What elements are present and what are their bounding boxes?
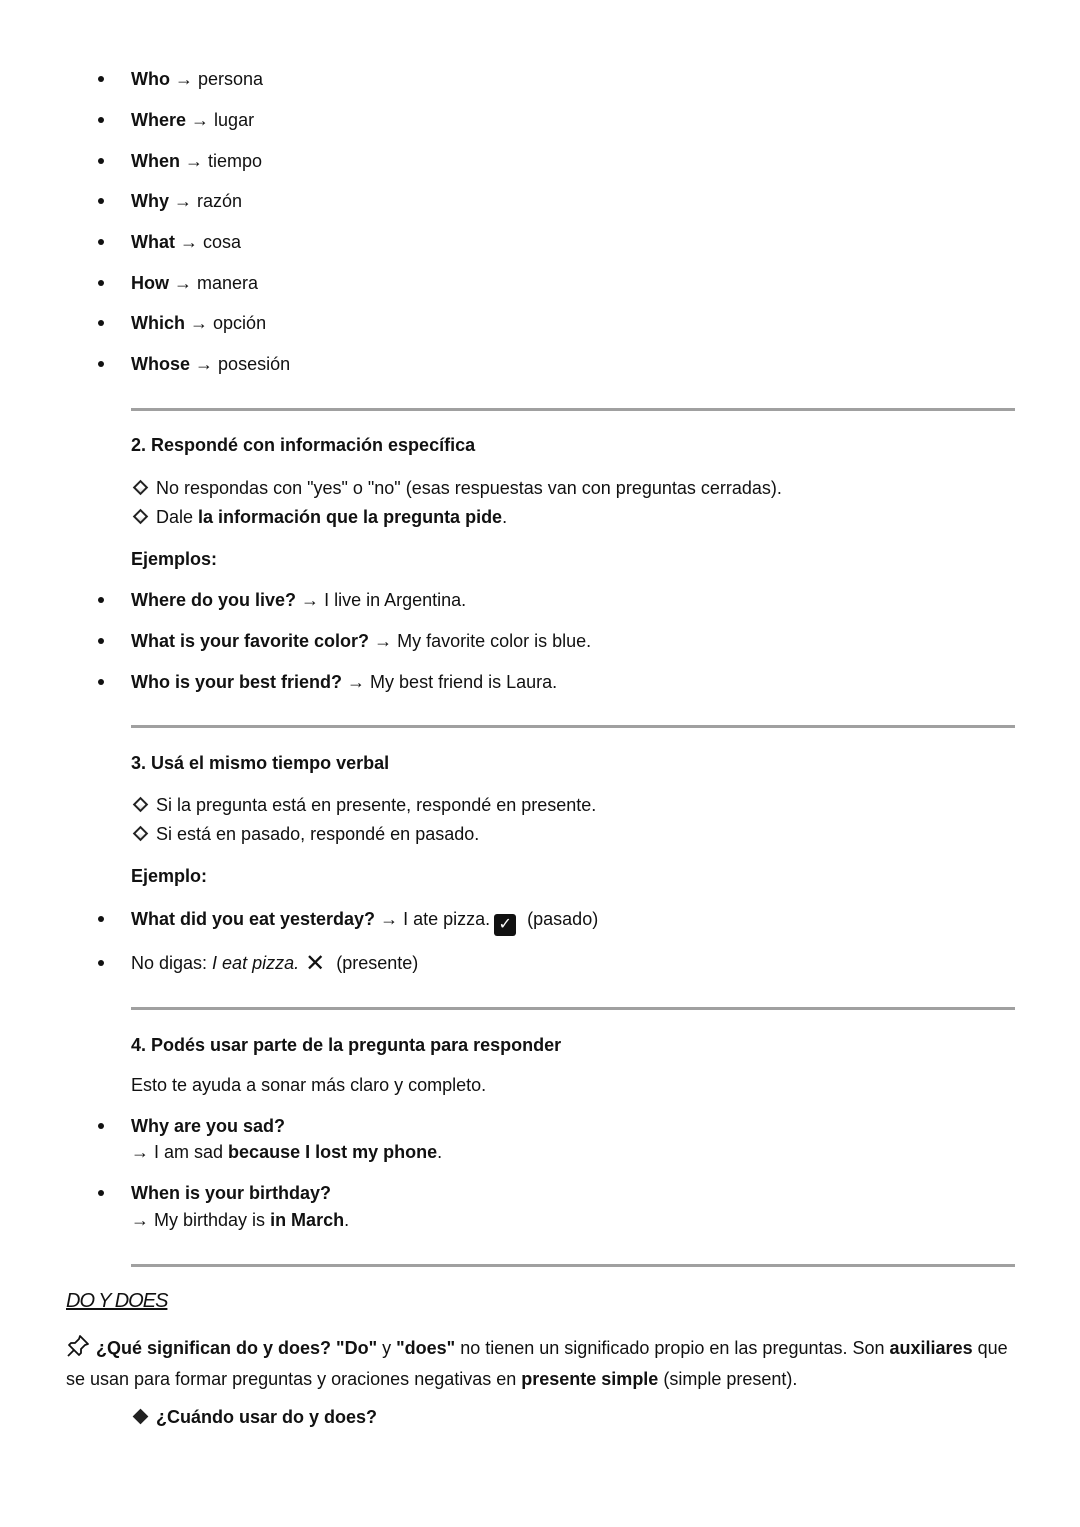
section-heading: 2. Respondé con información específica — [131, 435, 476, 455]
example-label: Ejemplo: — [131, 866, 208, 886]
section-heading: 3. Usá el mismo tiempo verbal — [131, 753, 390, 773]
example-answer: → My birthday is in March. — [131, 1210, 350, 1230]
example-item: Where do you live? → I live in Argentina. — [131, 587, 466, 613]
list-item: How → manera — [131, 270, 258, 296]
list-item: Where → lugar — [131, 107, 254, 133]
tip-line: No respondas con "yes" o "no" (esas respuestas van con preguntas cerradas). — [131, 475, 782, 501]
list-item: Who → persona — [131, 66, 263, 92]
diamond-icon — [133, 826, 149, 842]
example-item: Why are you sad? — [131, 1113, 285, 1139]
section-heading: 4. Podés usar parte de la pregunta para responder — [131, 1035, 562, 1055]
diamond-filled-icon — [133, 1409, 149, 1425]
example-item: No digas: I eat pizza. ✕ (presente) — [131, 950, 419, 977]
pushpin-icon — [66, 1334, 90, 1366]
divider — [131, 408, 1015, 411]
cross-icon: ✕ — [305, 950, 326, 977]
example-answer: → I am sad because I lost my phone. — [131, 1142, 443, 1162]
list-item: Which → opción — [131, 310, 266, 336]
divider — [131, 725, 1015, 728]
list-item: When → tiempo — [131, 148, 262, 174]
paragraph: ¿Qué significan do y does? "Do" y "does" no tienen un significado propio en las preguntas. Son auxiliares que se usan para formar preguntas y oraciones negativas en presente simple (simple present). — [66, 1334, 1026, 1393]
intro-text: Esto te ayuda a sonar más claro y completo. — [131, 1075, 487, 1095]
list-item: What → cosa — [131, 229, 241, 255]
list-item: Why → razón — [131, 188, 242, 214]
example-item: When is your birthday? — [131, 1180, 331, 1206]
example-item: What did you eat yesterday? → I ate pizza. ✓ (pasado) — [131, 906, 598, 936]
subheading: ¿Cuándo usar do y does? — [131, 1404, 377, 1430]
list-item: Whose → posesión — [131, 351, 290, 377]
tip-line: Dale la información que la pregunta pide. — [131, 504, 507, 530]
tip-line: Si está en pasado, respondé en pasado. — [131, 821, 479, 847]
tip-line: Si la pregunta está en presente, respondé en presente. — [131, 792, 596, 818]
divider — [131, 1264, 1015, 1267]
diamond-icon — [133, 480, 149, 496]
divider — [131, 1007, 1015, 1010]
section-title: DO Y DOES — [66, 1290, 168, 1312]
check-icon: ✓ — [494, 914, 516, 936]
diamond-icon — [133, 797, 149, 813]
example-item: Who is your best friend? → My best friend is Laura. — [131, 669, 557, 695]
examples-label: Ejemplos: — [131, 549, 218, 569]
diamond-icon — [133, 509, 149, 525]
example-item: What is your favorite color? → My favorite color is blue. — [131, 628, 591, 654]
